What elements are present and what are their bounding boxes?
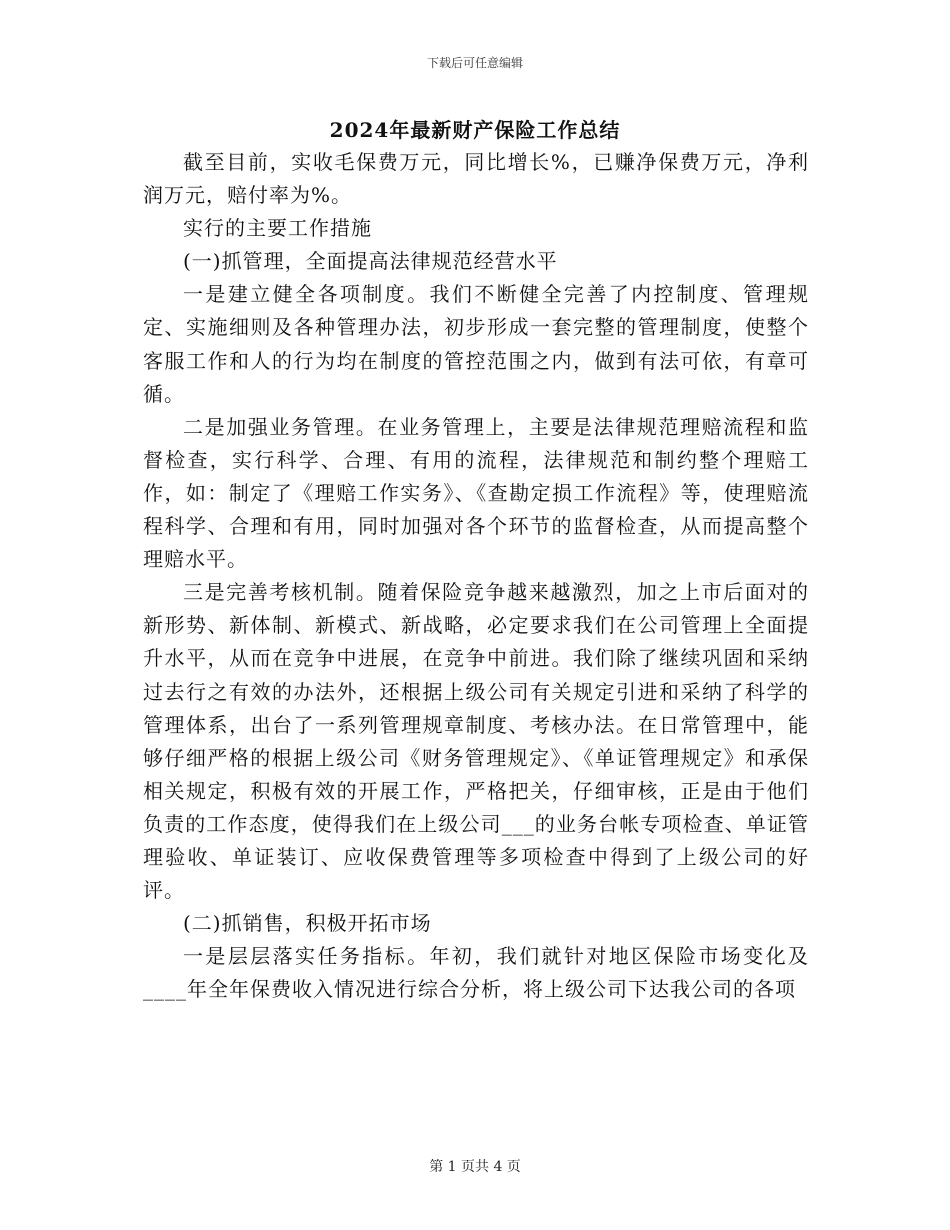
paragraph-assessment-mechanism: 三是完善考核机制。随着保险竞争越来越激烈，加之上市后面对的新形势、新体制、新模式、新战略，必定要求我们在公司管理上全面提升水平，从而在竞争中进展，在竞争中前进。我们除了继续巩固和采纳过去行之有效的办法外，还根据上级公司有关规定引进和采纳了科学的管理体系，出台了一系列管理规章制度、考核办法。在日常管理中，能够仔细严格的根据上级公司《财务管理规定》、《单证管理规定》和承保相关规定，积极有效的开展工作，严格把关，仔细审核，正是由于他们负责的工作态度，使得我们在上级公司___的业务台帐专项检查、单证管理验收、单证装订、应收保费管理等多项检查中得到了上级公司的好评。 bbox=[143, 580, 809, 903]
page-number-footer: 第 1 页共 4 页 bbox=[429, 1159, 521, 1175]
document-title: 2024年最新财产保险工作总结 bbox=[329, 118, 621, 142]
paragraph-section-one-heading: (一)抓管理，全面提高法律规范经营水平 bbox=[183, 249, 558, 274]
paragraph-systems: 一是建立健全各项制度。我们不断健全完善了内控制度、管理规定、实施细则及各种管理办法，初步形成一套完整的管理制度，使整个客服工作和人的行为均在制度的管控范围之内，做到有法可依，有章可循。 bbox=[143, 282, 809, 406]
paragraph-measures-heading: 实行的主要工作措施 bbox=[183, 216, 372, 241]
document-body bbox=[143, 146, 809, 1006]
paragraph-sales-targets: 一是层层落实任务指标。年初，我们就针对地区保险市场变化及____年全年保费收入情况进行综合分析，将上级公司下达我公司的各项 bbox=[143, 944, 809, 1002]
paragraph-summary: 截至目前，实收毛保费万元，同比增长%，已赚净保费万元，净利润万元，赔付率为%。 bbox=[143, 150, 809, 208]
paragraph-section-two-heading: (二)抓销售，积极开拓市场 bbox=[183, 911, 432, 936]
page-header-note: 下载后可任意编辑 bbox=[426, 56, 523, 70]
paragraph-business-management: 二是加强业务管理。在业务管理上，主要是法律规范理赔流程和监督检查，实行科学、合理、有用的流程，法律规范和制约整个理赔工作，如：制定了《理赔工作实务》、《查勘定损工作流程》等，使理赔流程科学、合理和有用，同时加强对各个环节的监督检查，从而提高整个理赔水平。 bbox=[143, 414, 809, 572]
